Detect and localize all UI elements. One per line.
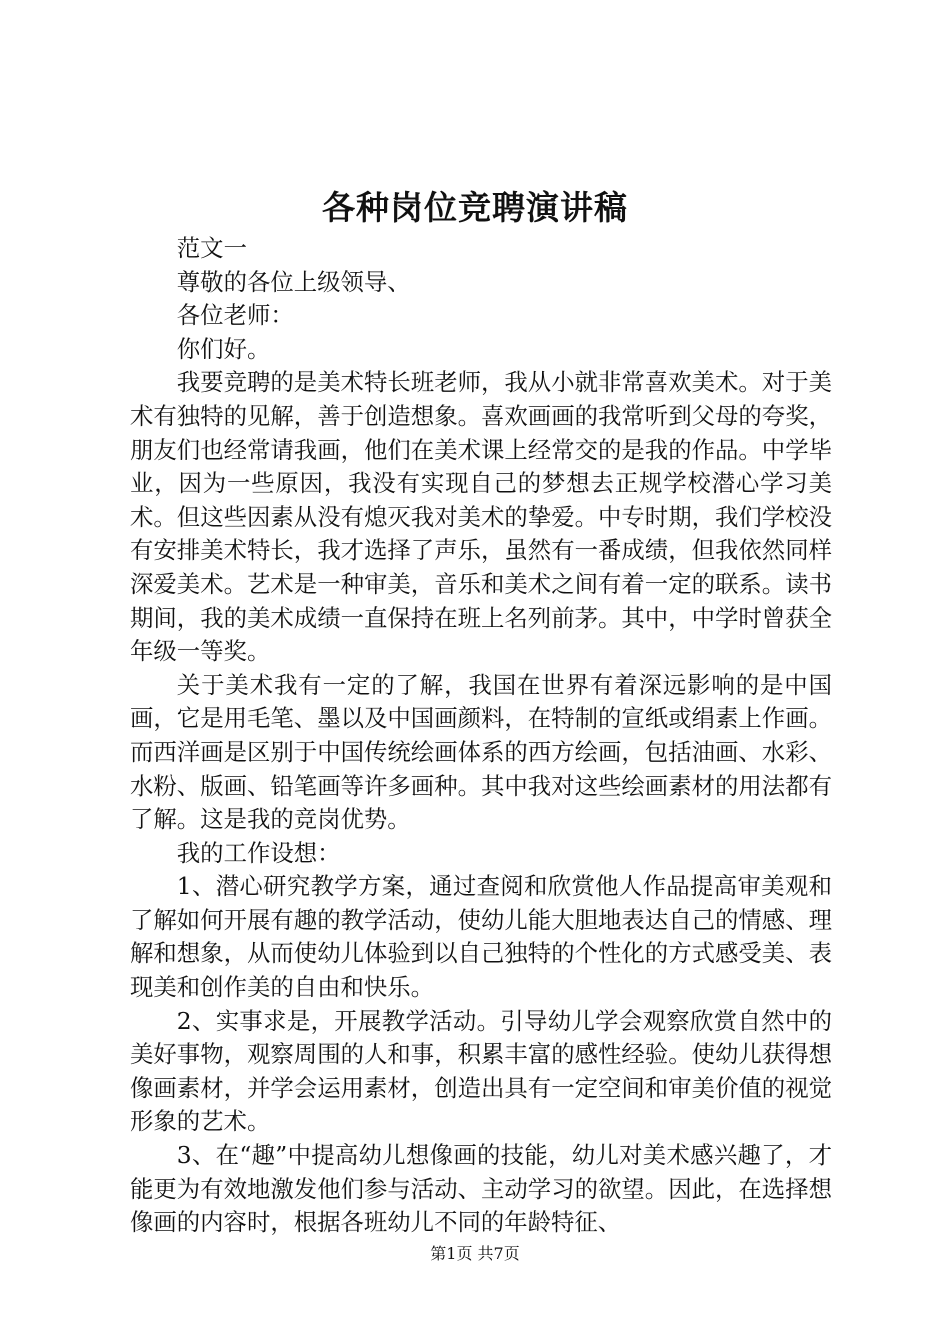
- document-title: 各种岗位竞聘演讲稿: [322, 188, 628, 227]
- paragraph-salutation: 各位老师：: [176, 301, 294, 330]
- paragraph: 我要竞聘的是美术特长班老师，我从小就非常喜欢美术。对于美术有独特的见解，善于创造想象。喜欢画画的我常听到父母的夸奖，朋友们也经常请我画，他们在美术课上经常交的是我的作品。中学毕业，因为一些原因，我没有实现自己的梦想去正规学校潜心学习美术。但这些因素从没有熄灭我对美术的挚爱。中专时期，我们学校没有安排美术特长，我才选择了声乐，虽然有一番成绩，但我依然同样深爱美术。艺术是一种审美，音乐和美术之间有着一定的联系。读书期间，我的美术成绩一直保持在班上名列前茅。其中，中学时曾获全年级一等奖。: [130, 368, 832, 666]
- paragraph-greeting: 你们好。: [176, 334, 271, 363]
- paragraph: 3、在“趣”中提高幼儿想像画的技能，幼儿对美术感兴趣了，才能更为有效地激发他们参与活动、主动学习的欲望。因此，在选择想像画的内容时，根据各班幼儿不同的年龄特征、: [130, 1141, 832, 1237]
- paragraph: 1、潜心研究教学方案，通过查阅和欣赏他人作品提高审美观和了解如何开展有趣的教学活动，使幼儿能大胆地表达自己的情感、理解和想象，从而使幼儿体验到以自己独特的个性化的方式感受美、表现美和创作美的自由和快乐。: [130, 872, 832, 1002]
- paragraph-salutation: 尊敬的各位上级领导、: [176, 267, 411, 296]
- paragraph: 我的工作设想：: [176, 838, 341, 867]
- paragraph: 2、实事求是，开展教学活动。引导幼儿学会观察欣赏自然中的美好事物，观察周围的人和事，积累丰富的感性经验。使幼儿获得想像画素材，并学会运用素材，创造出具有一定空间和审美价值的视觉形象的艺术。: [130, 1006, 832, 1136]
- document-body: [130, 232, 832, 1240]
- page-footer: 第1页 共7页: [430, 1244, 520, 1263]
- paragraph-heading: 范文一: [176, 234, 247, 262]
- paragraph: 关于美术我有一定的了解，我国在世界有着深远影响的是中国画，它是用毛笔、墨以及中国画颜料，在特制的宣纸或绢素上作画。而西洋画是区别于中国传统绘画体系的西方绘画，包括油画、水彩、水粉、版画、铅笔画等许多画种。其中我对这些绘画素材的用法都有了解。这是我的竞岗优势。: [130, 670, 832, 834]
